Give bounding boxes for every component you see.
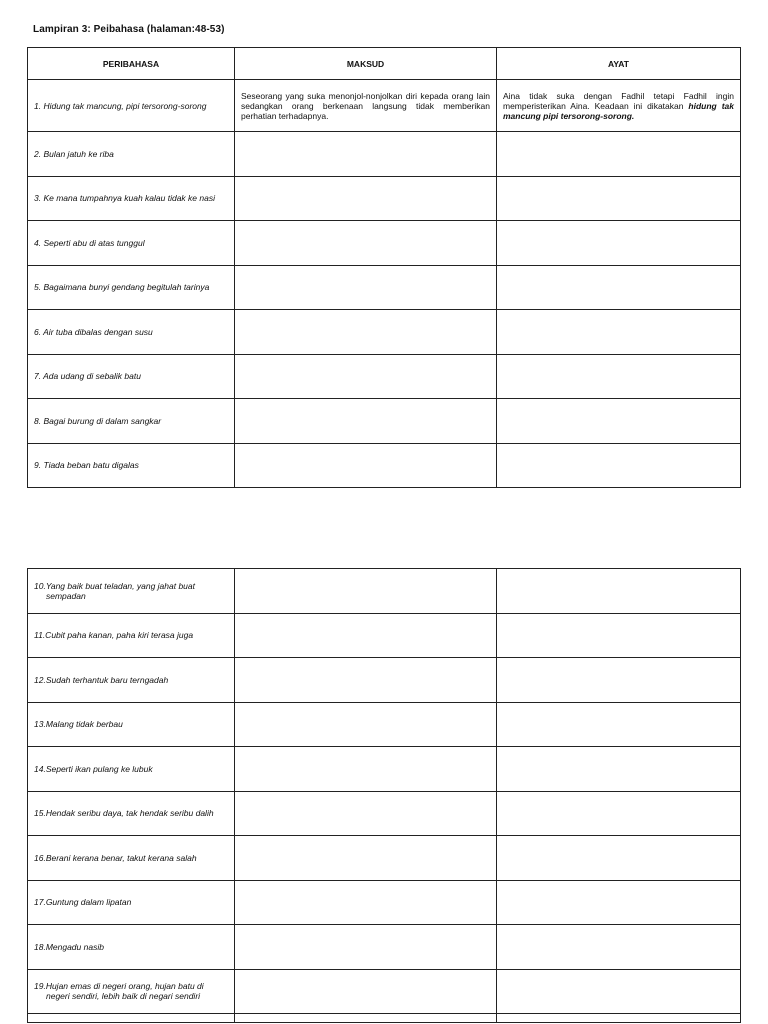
- maksud-cell[interactable]: [235, 791, 497, 836]
- ayat-cell[interactable]: [497, 265, 741, 310]
- table-row: [28, 747, 741, 792]
- maksud-cell[interactable]: [235, 836, 497, 881]
- ayat-cell[interactable]: [497, 132, 741, 177]
- table-row: [28, 925, 741, 970]
- ayat-cell[interactable]: [497, 791, 741, 836]
- ayat-cell[interactable]: [497, 613, 741, 658]
- empty-cell: [497, 1014, 741, 1023]
- ayat-cell[interactable]: [497, 969, 741, 1014]
- proverb-cell: [28, 132, 235, 177]
- maksud-cell[interactable]: [235, 702, 497, 747]
- proverb-text: 2. Bulan jatuh ke riba: [34, 148, 114, 159]
- proverb-table-page-2: [27, 568, 741, 1023]
- proverb-cell: [28, 747, 235, 792]
- table-row: [28, 310, 741, 355]
- maksud-cell[interactable]: [235, 176, 497, 221]
- table-row: [28, 658, 741, 703]
- proverb-cell: [28, 658, 235, 703]
- empty-cell: [28, 1014, 235, 1023]
- ayat-cell[interactable]: [497, 354, 741, 399]
- maksud-cell[interactable]: [235, 569, 497, 614]
- proverb-cell: [28, 836, 235, 881]
- table-row-example: [28, 80, 741, 132]
- ayat-text: Aina tidak suka dengan Fadhil tetapi Fadhil ingin memperisterikan Aina. Keadaan ini dikatakan: [503, 90, 734, 111]
- ayat-cell[interactable]: [497, 658, 741, 703]
- table-row: [28, 176, 741, 221]
- proverb-cell: [28, 613, 235, 658]
- maksud-cell[interactable]: [235, 969, 497, 1014]
- table-row: [28, 791, 741, 836]
- maksud-cell[interactable]: [235, 747, 497, 792]
- proverb-text: 16.Berani kerana benar, takut kerana salah: [34, 852, 197, 863]
- maksud-cell[interactable]: [235, 399, 497, 444]
- table-row: [28, 969, 741, 1014]
- maksud-cell: Seseorang yang suka menonjol-nonjolkan diri kepada orang lain sedangkan orang berkenaan langsung tidak memberikan perhatian terhadapnya.: [235, 80, 497, 132]
- proverb-text: 3. Ke mana tumpahnya kuah kalau tidak ke nasi: [34, 193, 215, 204]
- proverb-cell: [28, 702, 235, 747]
- proverb-text: 9. Tiada beban batu digalas: [34, 460, 139, 471]
- table-row: [28, 613, 741, 658]
- proverb-cell: [28, 176, 235, 221]
- proverb-text: 7. Ada udang di sebalik batu: [34, 371, 141, 382]
- proverb-cell: [28, 399, 235, 444]
- proverb-cell: [28, 221, 235, 266]
- ayat-cell[interactable]: [497, 221, 741, 266]
- proverb-text: 10.Yang baik buat teladan, yang jahat buat sempadan: [34, 580, 195, 601]
- maksud-cell[interactable]: [235, 443, 497, 488]
- table-row: [28, 265, 741, 310]
- table-row: [28, 354, 741, 399]
- proverb-text: 19.Hujan emas di negeri orang, hujan batu di negeri sendiri, lebih baik di negari sendiri: [34, 981, 204, 1002]
- table-row: [28, 1014, 741, 1023]
- proverb-text: 6. Air tuba dibalas dengan susu: [34, 326, 153, 337]
- table-row: [28, 221, 741, 266]
- table-row: [28, 399, 741, 444]
- ayat-cell[interactable]: [497, 310, 741, 355]
- maksud-cell[interactable]: [235, 658, 497, 703]
- ayat-cell: [497, 80, 741, 132]
- proverb-text: 11.Cubit paha kanan, paha kiri terasa juga: [34, 630, 194, 641]
- table-row: [28, 880, 741, 925]
- proverb-text: 12.Sudah terhantuk baru terngadah: [34, 674, 169, 685]
- proverb-cell: [28, 880, 235, 925]
- proverb-text: 8. Bagai burung di dalam sangkar: [34, 415, 162, 426]
- document-title: Lampiran 3: Peibahasa (halaman:48-53): [33, 24, 225, 35]
- ayat-cell[interactable]: [497, 880, 741, 925]
- proverb-cell: [28, 310, 235, 355]
- proverb-table-page-1: [27, 47, 741, 488]
- table-row: [28, 132, 741, 177]
- maksud-cell[interactable]: [235, 265, 497, 310]
- proverb-text: 15.Hendak seribu daya, tak hendak seribu dalih: [34, 808, 214, 819]
- empty-cell: [235, 1014, 497, 1023]
- proverb-text: 18.Mengadu nasib: [34, 941, 104, 952]
- maksud-cell[interactable]: [235, 132, 497, 177]
- ayat-cell[interactable]: [497, 176, 741, 221]
- ayat-cell[interactable]: [497, 836, 741, 881]
- maksud-cell[interactable]: [235, 221, 497, 266]
- proverb-cell: [28, 791, 235, 836]
- maksud-cell[interactable]: [235, 925, 497, 970]
- table-header-row: [28, 48, 741, 80]
- maksud-cell[interactable]: [235, 613, 497, 658]
- proverb-text: 17.Guntung dalam lipatan: [34, 897, 132, 908]
- ayat-cell[interactable]: [497, 925, 741, 970]
- header-peribahasa: PERIBAHASA: [28, 48, 235, 80]
- maksud-cell[interactable]: [235, 880, 497, 925]
- table-row: [28, 443, 741, 488]
- table-row: [28, 569, 741, 614]
- table-row: [28, 836, 741, 881]
- ayat-cell[interactable]: [497, 569, 741, 614]
- table-row: [28, 702, 741, 747]
- maksud-cell[interactable]: [235, 310, 497, 355]
- proverb-cell: [28, 265, 235, 310]
- header-ayat: AYAT: [497, 48, 741, 80]
- proverb-cell: [28, 569, 235, 614]
- proverb-cell: [28, 443, 235, 488]
- ayat-cell[interactable]: [497, 443, 741, 488]
- proverb-text: 14.Seperti ikan pulang ke lubuk: [34, 763, 153, 774]
- proverb-cell: [28, 969, 235, 1014]
- proverb-text: 4. Seperti abu di atas tunggul: [34, 237, 145, 248]
- proverb-text: 5. Bagaimana bunyi gendang begitulah tarinya: [34, 282, 210, 293]
- header-maksud: MAKSUD: [235, 48, 497, 80]
- ayat-proverb-highlight: hidung tak mancung pipi tersorong-sorong.: [503, 100, 734, 121]
- ayat-cell[interactable]: [497, 747, 741, 792]
- ayat-cell[interactable]: [497, 702, 741, 747]
- proverb-cell: [28, 354, 235, 399]
- proverb-text: 13.Malang tidak berbau: [34, 719, 123, 730]
- proverb-cell: [28, 925, 235, 970]
- ayat-cell[interactable]: [497, 399, 741, 444]
- proverb-cell: 1. Hidung tak mancung, pipi tersorong-sorong: [28, 80, 235, 132]
- maksud-cell[interactable]: [235, 354, 497, 399]
